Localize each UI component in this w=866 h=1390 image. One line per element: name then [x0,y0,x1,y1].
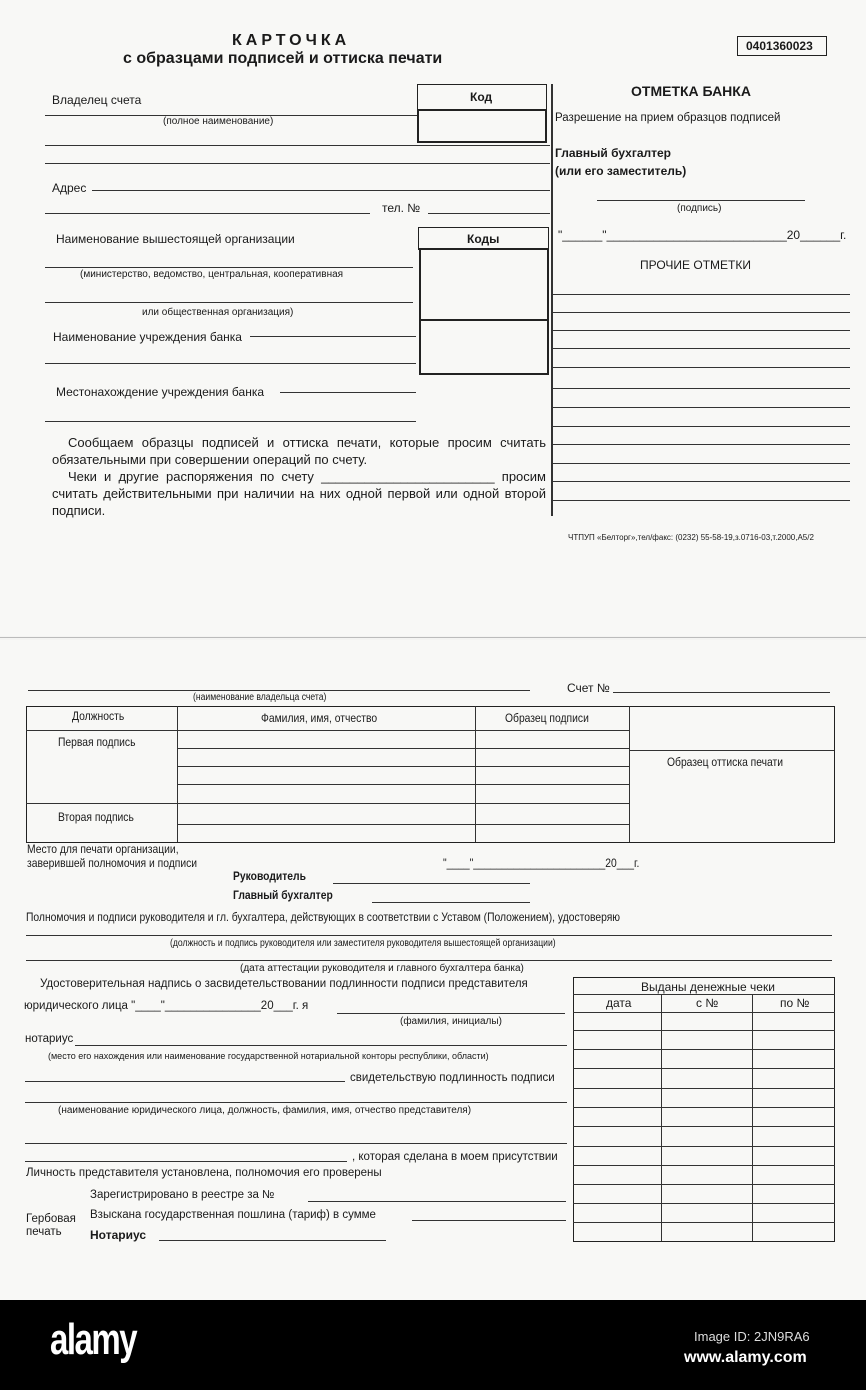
card-front [0,0,866,636]
card-subtitle: с образцами подписей и оттиска печати [123,50,443,67]
checks-row-line [573,1146,835,1147]
statement-text-1: Сообщаем образцы подписей и оттиска печати, которые просим считать обязательными при совершении операций по счету. [52,435,546,467]
account-line [613,692,830,693]
identity-text: Личность представителя установлена, полномочия его проверены [26,1167,382,1179]
notary-text-2: юридического лица "____"_______________20___г. я [24,1000,309,1012]
director-line [333,883,530,884]
bank-name-line-2 [45,363,416,364]
row-divider [26,730,629,731]
checks-header-date: дата [606,996,632,1010]
signature-row-line [177,748,629,749]
row-divider [573,994,835,995]
col-divider [629,706,630,842]
form-code: 0401360023 [746,39,813,53]
column-divider [551,84,553,516]
watermark-logo: alamy [50,1315,137,1364]
watermark-url: www.alamy.com [684,1349,807,1366]
checks-row-line [573,1012,835,1013]
card-title: КАРТОЧКА [232,32,351,49]
statement [52,434,546,519]
header-signature-sample: Образец подписи [505,711,589,725]
other-marks-line [551,463,850,464]
signature-table [26,706,835,843]
sheet-divider [0,637,866,638]
other-marks-line [551,367,850,368]
owner-line-3 [45,163,550,164]
code-header: Код [470,90,493,104]
bank-location-line [280,392,416,393]
representative-line [25,1102,567,1103]
bank-date-line: "______"___________________________20______г. [558,228,847,242]
checks-header-from: с № [696,996,719,1010]
watermark-image-id: Image ID: 2JN9RA6 [694,1329,810,1344]
parent-org-hint-2: или общественная организация) [142,307,294,318]
checks-row-line [573,1126,835,1127]
phone-label: тел. № [382,201,421,215]
header-position: Должность [72,709,125,723]
bank-location-line-2 [45,421,416,422]
other-marks-line [551,294,850,295]
second-signature-label: Вторая подпись [58,810,134,824]
checks-row-line [573,1165,835,1166]
account-label: Счет № [567,681,610,695]
director-label: Руководитель [233,869,306,883]
codes-header: Коды [467,232,500,246]
notary-line [75,1045,567,1046]
representative-line-2 [25,1143,567,1144]
stamp-place-1: Место для печати организации, [27,842,179,856]
other-marks-line [551,388,850,389]
other-marks-line [551,407,850,408]
owner-line-2 [45,145,550,146]
witness-line [25,1081,345,1082]
owner-label: Владелец счета [52,93,142,107]
notary-sign-line [159,1240,386,1241]
row-divider [26,803,177,804]
col-divider [475,706,476,842]
checks-row-line [573,1088,835,1089]
other-marks-line [551,330,850,331]
other-marks-line [551,444,850,445]
other-marks-title: ПРОЧИЕ ОТМЕТКИ [640,258,752,272]
row-divider [629,750,834,751]
registered-label: Зарегистрировано в реестре за № [90,1189,275,1201]
other-marks-line [551,426,850,427]
owner-hint: (наименование владельца счета) [193,692,327,703]
presence-text: , которая сделана в моем присутствии [352,1151,558,1163]
checks-row-line [573,1107,835,1108]
checks-row-line [573,1222,835,1223]
representative-hint: (наименование юридического лица, должность, фамилия, имя, отчество представителя) [58,1105,472,1116]
bank-location-label: Местонахождение учреждения банка [56,385,265,399]
checks-title: Выданы денежные чеки [641,980,775,994]
signature-line [597,200,805,201]
phone-line [428,213,550,214]
checks-header-to: по № [780,996,810,1010]
other-marks-line [551,312,850,313]
checks-row-line [573,1068,835,1069]
presence-line [25,1161,347,1162]
codes-field-2 [419,319,549,375]
authority-hint: (должность и подпись руководителя или заместителя руководителя вышестоящей организации) [170,938,556,949]
col-divider [177,706,178,842]
parent-org-line [45,267,413,268]
watermark-band [0,1300,866,1390]
attestation-line [26,960,832,961]
checks-row-line [573,1184,835,1185]
authority-line [26,935,832,936]
chief-accountant-line [372,902,530,903]
printer-info: ЧТПУП «Белторг»,тел/факс: (0232) 55-58-19,з.0716-03,т.2000,А5/2 [568,533,814,542]
parent-org-hint-1: (министерство, ведомство, центральная, кооперативная [80,269,344,280]
bank-name-line [250,336,416,337]
back-date-line: "____"_______________________20___г. [443,856,640,870]
address-line [92,190,550,191]
address-line-2 [45,213,370,214]
code-field [417,109,547,143]
signature-row-line [177,766,629,767]
checks-row-line [573,1049,835,1050]
attestation-hint: (дата аттестации руководителя и главного бухгалтера банка) [240,963,524,974]
codes-field-1 [419,248,549,321]
first-signature-label: Первая подпись [58,735,136,749]
card-back [0,640,866,1300]
signature-row-line [177,803,629,804]
witness-text: свидетельствую подлинность подписи [350,1072,555,1084]
statement-text-2: Чеки и другие распоряжения по счету ________________________ просим считать действительными при наличии на них одной первой или одной второй подписи. [52,469,546,518]
other-marks-line [551,481,850,482]
header-full-name: Фамилия, имя, отчество [261,711,378,725]
other-marks-line [551,348,850,349]
owner-hint: (полное наименование) [163,116,274,127]
address-label: Адрес [52,181,87,195]
notary-place-hint: (место его нахождения или наименование государственной нотариальной конторы республики, области) [48,1051,489,1061]
bank-mark-title: ОТМЕТКА БАНКА [631,83,751,99]
signature-row-line [177,784,629,785]
authority-text: Полномочия и подписи руководителя и гл. бухгалтера, действующих в соответствии с Уставом (Положением), удостоверяю [26,910,621,924]
notary-text-1: Удостоверительная надпись о засвидетельствовании подлинности подписи представителя [40,978,528,990]
parent-org-line-2 [45,302,413,303]
stamp-place-2: заверившей полномочия и подписи [27,856,198,870]
other-marks-line [551,500,850,501]
or-deputy-label: (или его заместитель) [555,164,687,178]
chief-accountant-label: Главный бухгалтер [555,146,672,160]
notary-name-line [337,1013,565,1014]
bank-name-label: Наименование учреждения банка [53,330,242,344]
notary-sign-label: Нотариус [90,1228,147,1242]
parent-org-label: Наименование вышестоящей организации [56,232,295,246]
checks-row-line [573,1203,835,1204]
checks-row-line [573,1030,835,1031]
seal-label-2: печать [26,1226,62,1238]
seal-label-1: Гербовая [26,1213,76,1225]
signature-hint: (подпись) [677,203,722,214]
notary-name-hint: (фамилия, инициалы) [400,1016,502,1027]
fee-label: Взыскана государственная пошлина (тариф) в сумме [90,1209,376,1221]
registered-line [308,1201,566,1202]
stamp-sample-label: Образец оттиска печати [667,755,784,769]
permission-label: Разрешение на прием образцов подписей [555,112,781,124]
fee-line [412,1220,566,1221]
chief-accountant-label: Главный бухгалтер [233,888,333,902]
owner-line [28,690,530,691]
notary-label: нотариус [25,1033,74,1045]
signature-row-line [177,824,629,825]
